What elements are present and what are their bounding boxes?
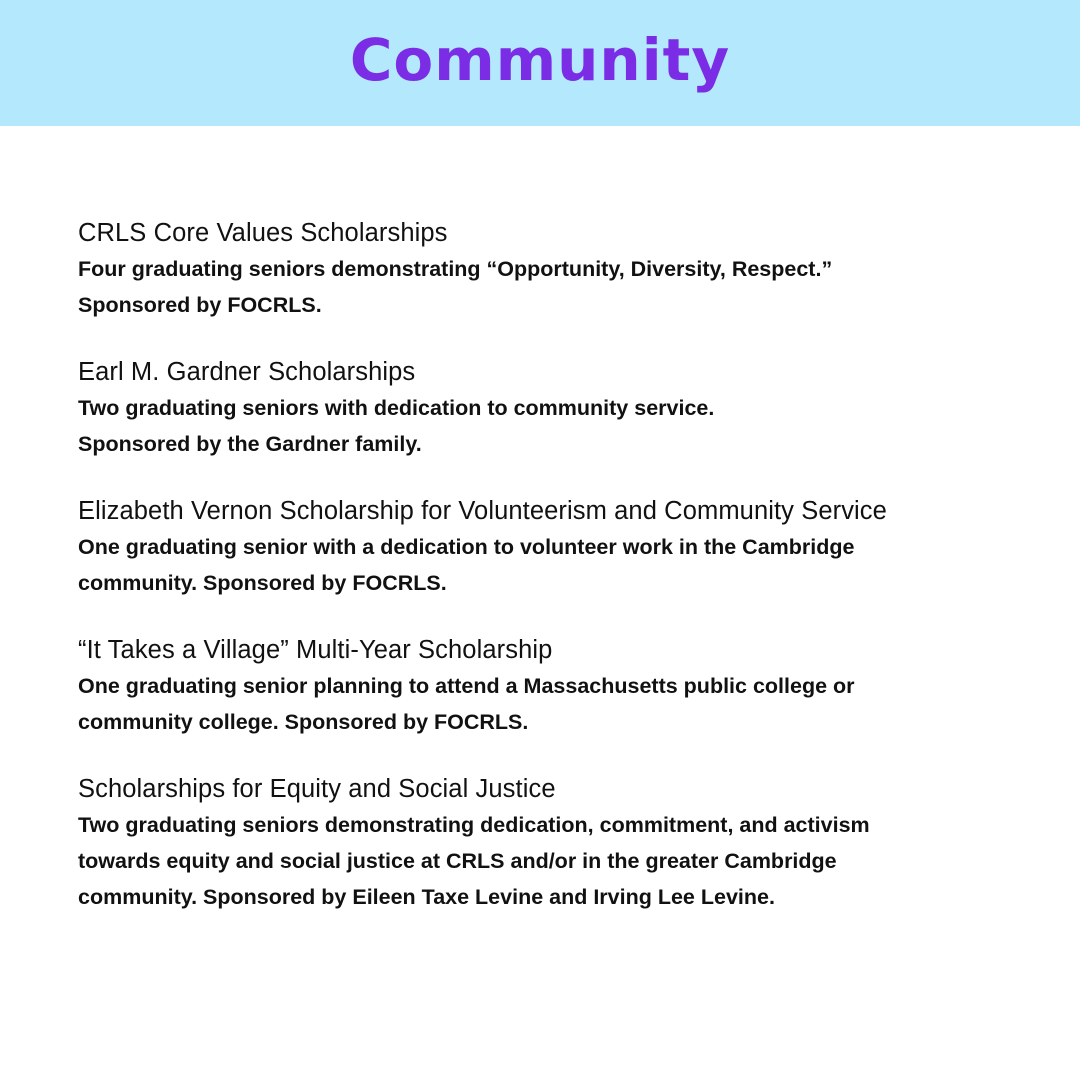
scholarship-item <box>78 493 1038 601</box>
scholarship-description <box>78 529 1038 601</box>
description-line: towards equity and social justice at CRLS and/or in the greater Cambridge <box>78 849 837 873</box>
scholarship-item <box>78 354 1038 462</box>
scholarship-item <box>78 632 1038 740</box>
scholarship-description <box>78 668 1038 740</box>
description-line: Sponsored by the Gardner family. <box>78 432 422 456</box>
page-title: Community <box>349 26 731 94</box>
scholarship-description <box>78 807 1038 915</box>
description-line: One graduating senior with a dedication to volunteer work in the Cambridge <box>78 535 855 559</box>
description-line: community. Sponsored by Eileen Taxe Levine and Irving Lee Levine. <box>78 885 775 909</box>
scholarship-description <box>78 390 1038 462</box>
scholarship-title: Scholarships for Equity and Social Justice <box>78 775 556 803</box>
header-banner <box>0 0 1080 126</box>
scholarship-title: Elizabeth Vernon Scholarship for Volunteerism and Community Service <box>78 497 887 525</box>
scholarship-list <box>78 215 1038 946</box>
description-line: Four graduating seniors demonstrating “Opportunity, Diversity, Respect.” <box>78 257 833 281</box>
description-line: community college. Sponsored by FOCRLS. <box>78 710 529 734</box>
scholarship-title: Earl M. Gardner Scholarships <box>78 358 416 386</box>
description-line: One graduating senior planning to attend a Massachusetts public college or <box>78 674 855 698</box>
scholarship-title: “It Takes a Village” Multi-Year Scholarship <box>78 636 553 664</box>
scholarship-description <box>78 251 1038 323</box>
description-line: Two graduating seniors demonstrating dedication, commitment, and activism <box>78 813 870 837</box>
description-line: Two graduating seniors with dedication to community service. <box>78 396 715 420</box>
scholarship-title: CRLS Core Values Scholarships <box>78 219 448 247</box>
scholarship-item <box>78 215 1038 323</box>
description-line: community. Sponsored by FOCRLS. <box>78 571 447 595</box>
scholarship-item <box>78 771 1038 915</box>
description-line: Sponsored by FOCRLS. <box>78 293 322 317</box>
